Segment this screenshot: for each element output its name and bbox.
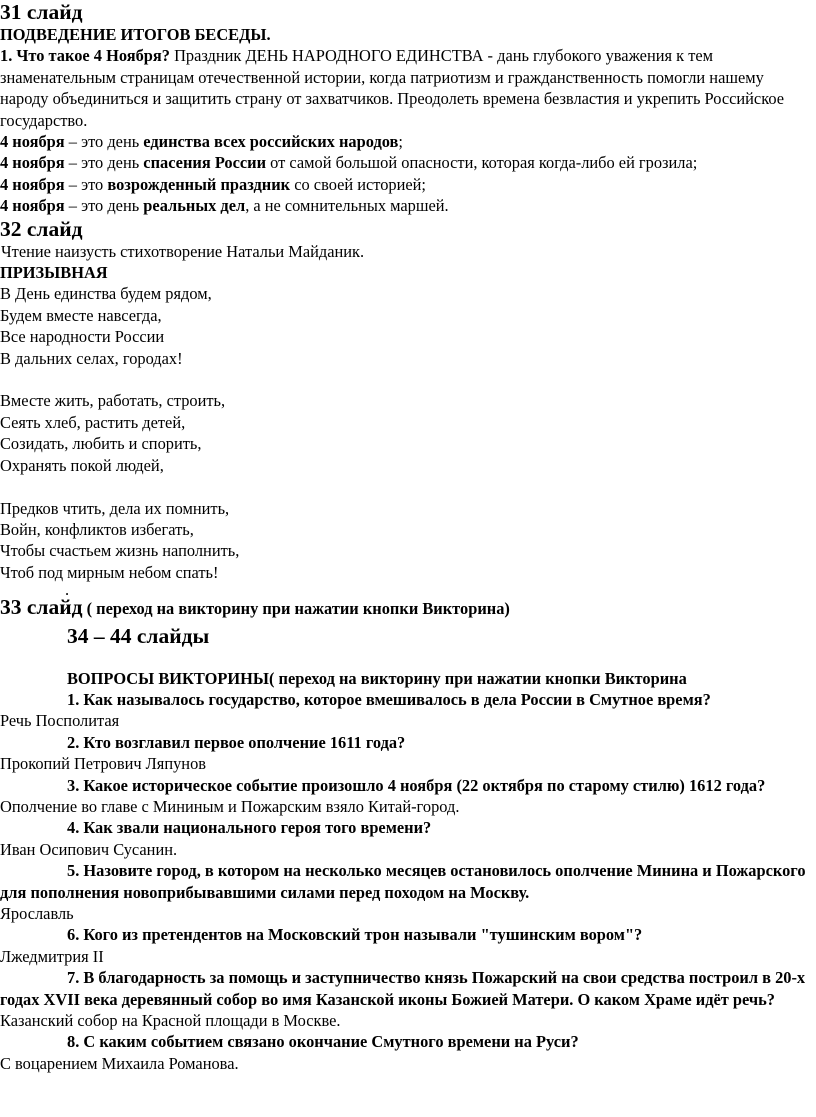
quiz-question: 1. Как называлось государство, которое вмешивалось в дела России в Смутное время? bbox=[67, 689, 711, 709]
poem-line: Чтоб под мирным небом спать! bbox=[0, 562, 219, 582]
question-1-text: Праздник ДЕНЬ НАРОДНОГО ЕДИНСТВА - дань глубокого уважения к тем знаменательным страницам отечественной истории, когда патриотизм и гражданственность помогли нашему народу объединиться и защитить страну от захватчиков. Преодолеть времена безвластия и укрепить Российское государство. bbox=[0, 46, 785, 130]
line-emphasis: возрожденный праздник bbox=[107, 174, 291, 194]
poem-line: Войн, конфликтов избегать, bbox=[0, 519, 194, 539]
line-post: ; bbox=[398, 132, 403, 152]
line-date: 4 ноября bbox=[0, 132, 65, 152]
stanza-gap bbox=[0, 476, 810, 497]
line-pre: – это день bbox=[64, 132, 144, 152]
line-date: 4 ноября bbox=[0, 196, 65, 216]
line-emphasis: единства всех российских народов bbox=[143, 132, 399, 152]
poem-line: В День единства будем рядом, bbox=[0, 284, 212, 304]
quiz-answer: Прокопий Петрович Ляпунов bbox=[0, 754, 207, 774]
stray-dot: . bbox=[65, 580, 70, 600]
line-pre: – это день bbox=[64, 196, 144, 216]
slide-33-heading: 33 слайд bbox=[0, 595, 83, 620]
poem-stanza-2 bbox=[0, 390, 810, 476]
line-pre: – это день bbox=[64, 153, 144, 173]
line-date: 4 ноября bbox=[0, 153, 65, 173]
quiz-answer: Лжедмитрия II bbox=[0, 946, 104, 966]
poem-line: Будем вместе навсегда, bbox=[0, 305, 162, 325]
poem-title: ПРИЗЫВНАЯ bbox=[0, 263, 108, 283]
poem-line: Все народности России bbox=[0, 327, 165, 347]
poem-line: Вместе жить, работать, строить, bbox=[0, 391, 226, 411]
poem-line: Созидать, любить и спорить, bbox=[0, 434, 202, 454]
quiz-question: 4. Как звали национального героя того времени? bbox=[67, 818, 432, 838]
poem-line: Сеять хлеб, растить детей, bbox=[0, 412, 186, 432]
line-post: со своей историей; bbox=[290, 174, 426, 194]
poem-line: Охранять покой людей, bbox=[0, 455, 164, 475]
poem-line: Предков чтить, дела их помнить, bbox=[0, 498, 230, 518]
quiz-question: 2. Кто возглавил первое ополчение 1611 года? bbox=[67, 732, 406, 752]
slide-33-heading-row bbox=[0, 597, 810, 619]
quiz-answer: Ополчение во главе с Мининым и Пожарским взяло Китай-город. bbox=[0, 796, 460, 816]
november-4-line bbox=[0, 195, 810, 216]
line-emphasis: спасения России bbox=[143, 153, 267, 173]
quiz-answer: С воцарением Михаила Романова. bbox=[0, 1053, 239, 1073]
slide-32-heading: 32 слайд bbox=[0, 216, 83, 241]
november-4-lines bbox=[0, 131, 810, 217]
poem-line: В дальних селах, городах! bbox=[0, 348, 183, 368]
line-post: , а не сомнительных маршей. bbox=[245, 196, 449, 216]
question-1-paragraph bbox=[0, 45, 810, 131]
poem-stanza-3 bbox=[0, 498, 810, 584]
slides-34-44-heading: 34 – 44 слайды bbox=[67, 623, 210, 648]
november-4-line bbox=[0, 131, 810, 152]
line-date: 4 ноября bbox=[0, 174, 65, 194]
quiz-question: 6. Кого из претендентов на Московский трон называли "тушинским вором"? bbox=[67, 925, 643, 945]
line-pre: – это bbox=[64, 174, 108, 194]
poem-line: Чтобы счастьем жизнь наполнить, bbox=[0, 541, 240, 561]
quiz-answer: Казанский собор на Красной площади в Москве. bbox=[0, 1011, 341, 1031]
poem-stanza-1 bbox=[0, 283, 810, 369]
summary-title: ПОДВЕДЕНИЕ ИТОГОВ БЕСЕДЫ. bbox=[0, 25, 271, 44]
line-emphasis: реальных дел bbox=[143, 196, 246, 216]
quiz-answer: Иван Осипович Сусанин. bbox=[0, 839, 178, 859]
november-4-line bbox=[0, 174, 810, 195]
quiz-list bbox=[0, 689, 810, 1074]
quiz-answer: Ярославль bbox=[0, 904, 74, 923]
line-post: от самой большой опасности, которая когда-либо ей грозила; bbox=[266, 153, 698, 173]
quiz-question: 7. В благодарность за помощь и заступничество князь Пожарский на свои средства построил в 20-х годах XVII века деревянный собор во имя Казанской иконы Божией Матери. О каком Храме идёт речь? bbox=[0, 968, 806, 1009]
slide-31-heading: 31 слайд bbox=[0, 0, 83, 24]
quiz-question: 5. Назовите город, в котором на несколько месяцев остановилось ополчение Минина и Пожарского для пополнения новоприбывавшими силами перед походом на Москву. bbox=[0, 861, 806, 902]
reading-intro: Чтение наизусть стихотворение Натальи Майданик. bbox=[1, 241, 365, 261]
quiz-question: 8. С каким событием связано окончание Смутного времени на Руси? bbox=[67, 1032, 579, 1052]
quiz-question: 3. Какое историческое событие произошло 4 ноября (22 октября по старому стилю) 1612 года? bbox=[67, 775, 766, 795]
stanza-gap bbox=[0, 369, 810, 390]
slide-33-note: ( переход на викторину при нажатии кнопки Викторина) bbox=[82, 599, 510, 619]
november-4-line bbox=[0, 152, 810, 173]
quiz-title: ВОПРОСЫ ВИКТОРИНЫ( переход на викторину при нажатии кнопки Викторина bbox=[67, 668, 687, 688]
quiz-answer: Речь Посполитая bbox=[0, 711, 120, 731]
question-1-label: 1. Что такое 4 Ноября? bbox=[0, 46, 170, 66]
